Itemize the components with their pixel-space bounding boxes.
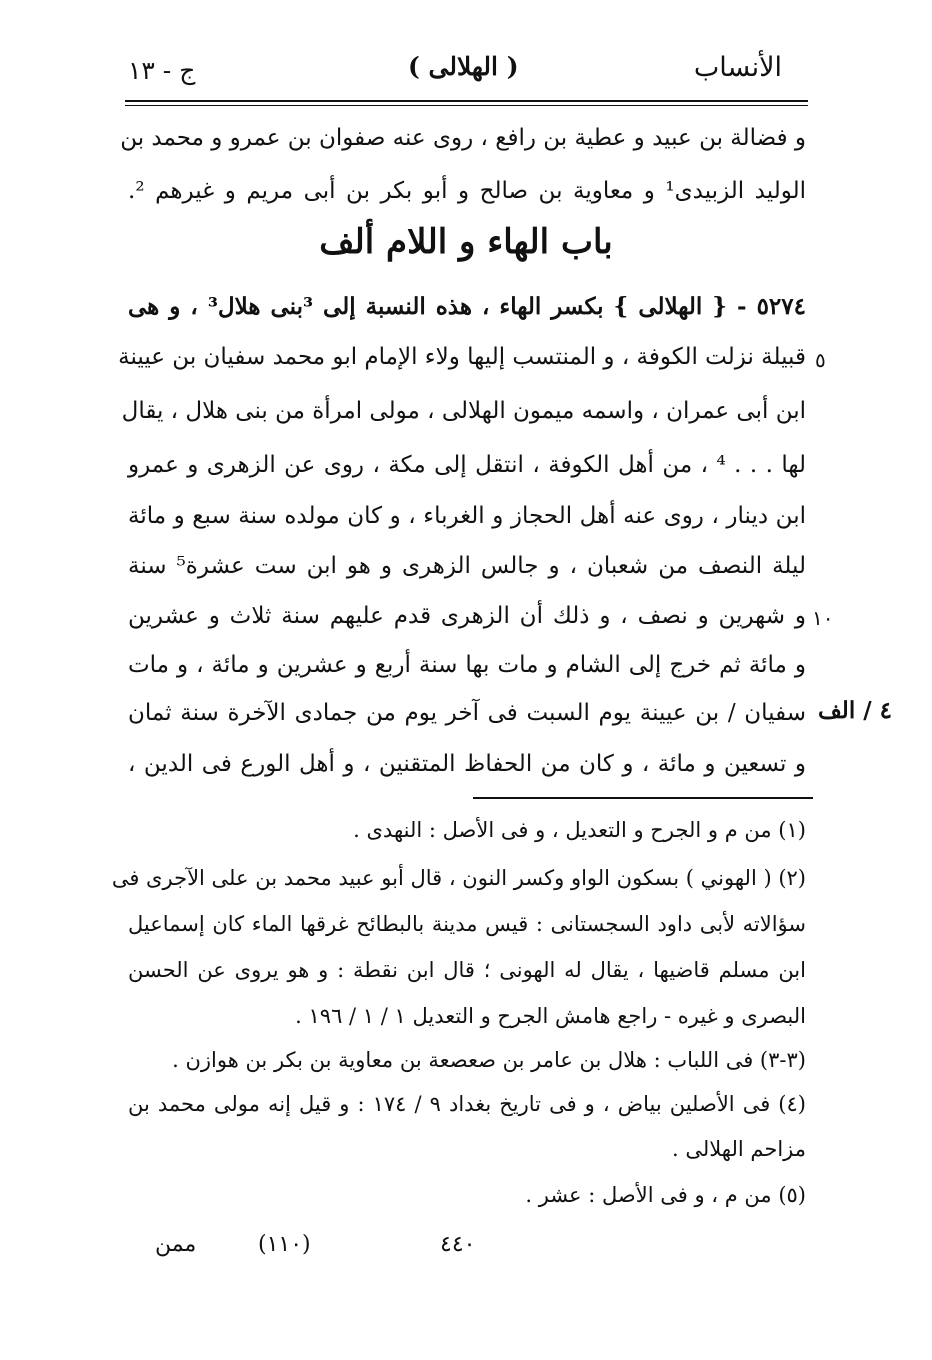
page-number: ٤٤٠	[440, 1232, 476, 1257]
line-number-5: ٥	[815, 348, 826, 372]
body-line-8: ليلة النصف من شعبان ، و جالس الزهرى و هو ابن ست عشرة⁵ سنة	[128, 553, 806, 579]
body-line-5: ابن أبى عمران ، واسمه ميمون الهلالى ، مولى امرأة من بنى هلال ، يقال	[121, 398, 806, 424]
footnote-1: (١) من م و الجرح و التعديل ، و فى الأصل : النهدى .	[353, 818, 806, 842]
footnote-separator	[473, 797, 813, 799]
header-volume-page: ج - ١٣	[128, 56, 196, 85]
header-rule-thin	[125, 105, 808, 106]
body-line-2: الوليد الزبيدى¹ و معاوية بن صالح و أبو بكر بن أبى مريم و غيرهم ².	[128, 178, 806, 204]
catchword: ممن	[155, 1232, 197, 1257]
footnote-3: (٣-٣) فى اللباب : هلال بن عامر بن صعصعة بن معاوية بن بكر بن هوازن .	[172, 1048, 806, 1072]
body-line-10: و مائة ثم خرج إلى الشام و مات بها سنة أربع و عشرين و مائة ، و مات	[128, 652, 806, 678]
footnote-2-line-1: (٢) ( الهوني ) بسكون الواو وكسر النون ، قال أبو عبيد محمد بن على الآجرى فى	[111, 866, 806, 890]
footnote-2-line-3: ابن مسلم قاضيها ، يقال له الهونى ؛ قال ابن نقطة : و هو يروى عن الحسن	[128, 958, 806, 982]
entry-heading-line: ٥٢٧٤ - { الهلالى } بكسر الهاء ، هذه النسبة إلى ³بنى هلال³ ، و هى	[128, 293, 806, 320]
body-line-1: و فضالة بن عبيد و عطية بن رافع ، روى عنه صفوان بن عمرو و محمد بن	[120, 125, 806, 151]
line-number-10: ١٠	[812, 606, 834, 630]
footnote-5: (٥) من م ، و فى الأصل : عشر .	[525, 1183, 806, 1207]
footnote-4-line-2: مزاحم الهلالى .	[672, 1137, 806, 1161]
header-book-title: الأنساب	[693, 52, 782, 83]
body-line-4: قبيلة نزلت الكوفة ، و المنتسب إليها ولاء الإمام ابو محمد سفيان بن عيينة	[118, 344, 806, 370]
header-entry-title: ( الهلالى )	[408, 52, 519, 81]
body-line-7: ابن دينار ، روى عنه أهل الحجاز و الغرباء ، و كان مولده سنة سبع و مائة	[128, 503, 806, 529]
body-line-11: سفيان / بن عيينة يوم السبت فى آخر يوم من جمادى الآخرة سنة ثمان	[128, 700, 806, 726]
footnote-4-line-1: (٤) فى الأصلين بياض ، و فى تاريخ بغداد ٩ / ١٧٤ : و قيل إنه مولى محمد بن	[128, 1092, 806, 1116]
footnote-2-line-4: البصرى و غيره - راجع هامش الجرح و التعديل ١ / ١ / ١٩٦ .	[295, 1004, 806, 1028]
section-title: باب الهاء و اللام ألف	[319, 222, 613, 262]
signature-number: (١١٠)	[258, 1232, 311, 1257]
margin-folio-note: ٤ / الف	[818, 697, 892, 724]
footnote-2-line-2: سؤالاته لأبى داود السجستانى : قيس مدينة بالبطائح غرقها الماء كان إسماعيل	[128, 912, 806, 936]
body-line-9: و شهرين و نصف ، و ذلك أن الزهرى قدم عليهم سنة ثلاث و عشرين	[128, 603, 806, 629]
body-line-12: و تسعين و مائة ، و كان من الحفاظ المتقنين ، و أهل الورع فى الدين ،	[128, 751, 806, 777]
body-line-6: لها . . . ⁴ ، من أهل الكوفة ، انتقل إلى مكة ، روى عن الزهرى و عمرو	[128, 452, 807, 478]
header-rule-thick	[125, 100, 808, 102]
